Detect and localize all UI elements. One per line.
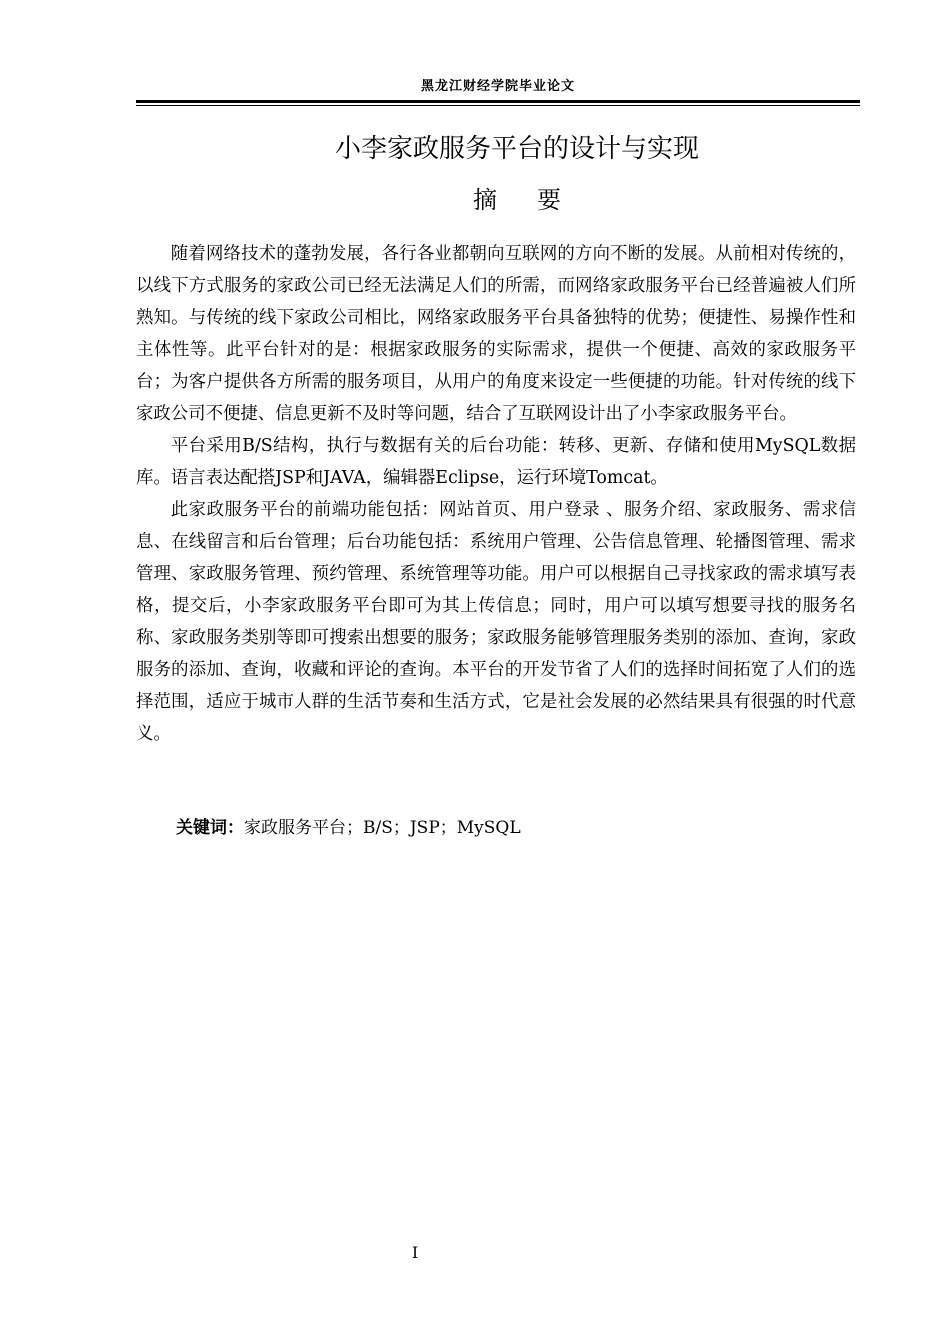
keywords-value: 家政服务平台；B/S；JSP；MySQL xyxy=(244,818,521,838)
abstract-paragraph-1: 随着网络技术的蓬勃发展，各行各业都朝向互联网的方向不断的发展。从前相对传统的，以线下方式服务的家政公司已经无法满足人们的所需，而网络家政服务平台已经普遍被人们所熟知。与传统的线下家政公司相比，网络家政服务平台具备独特的优势；便捷性、易操作性和主体性等。此平台针对的是：根据家政服务的实际需求，提供一个便捷、高效的家政服务平台；为客户提供各方所需的服务项目，从用户的角度来设定一些便捷的功能。针对传统的线下家政公司不便捷、信息更新不及时等问题，结合了互联网设计出了小李家政服务平台。 xyxy=(136,244,856,424)
keywords-label: 关键词： xyxy=(176,818,244,838)
running-header: 黑龙江财经学院毕业论文 xyxy=(420,79,575,94)
keywords-line xyxy=(176,812,521,844)
abstract-heading: 摘要 xyxy=(473,186,601,214)
abstract-paragraph-2: 平台采用B/S结构，执行与数据有关的后台功能：转移、更新、存储和使用MySQL数据库。语言表达配搭JSP和JAVA，编辑器Eclipse，运行环境Tomcat。 xyxy=(136,436,856,488)
header-rule-thin xyxy=(136,105,860,106)
header-rule-thick xyxy=(136,100,860,103)
abstract-body xyxy=(136,238,856,750)
page-number: I xyxy=(411,1243,419,1262)
abstract-paragraph-3: 此家政服务平台的前端功能包括：网站首页、用户登录 、服务介绍、家政服务、需求信息、在线留言和后台管理；后台功能包括：系统用户管理、公告信息管理、轮播图管理、需求管理、家政服务管理、预约管理、系统管理等功能。用户可以根据自己寻找家政的需求填写表格，提交后，小李家政服务平台即可为其上传信息；同时，用户可以填写想要寻找的服务名称、家政服务类别等即可搜索出想要的服务；家政服务能够管理服务类别的添加、查询，家政服务的添加、查询，收藏和评论的查询。本平台的开发节省了人们的选择时间拓宽了人们的选择范围，适应于城市人群的生活节奏和生活方式，它是社会发展的必然结果具有很强的时代意义。 xyxy=(136,500,856,744)
document-title: 小李家政服务平台的设计与实现 xyxy=(334,134,699,164)
